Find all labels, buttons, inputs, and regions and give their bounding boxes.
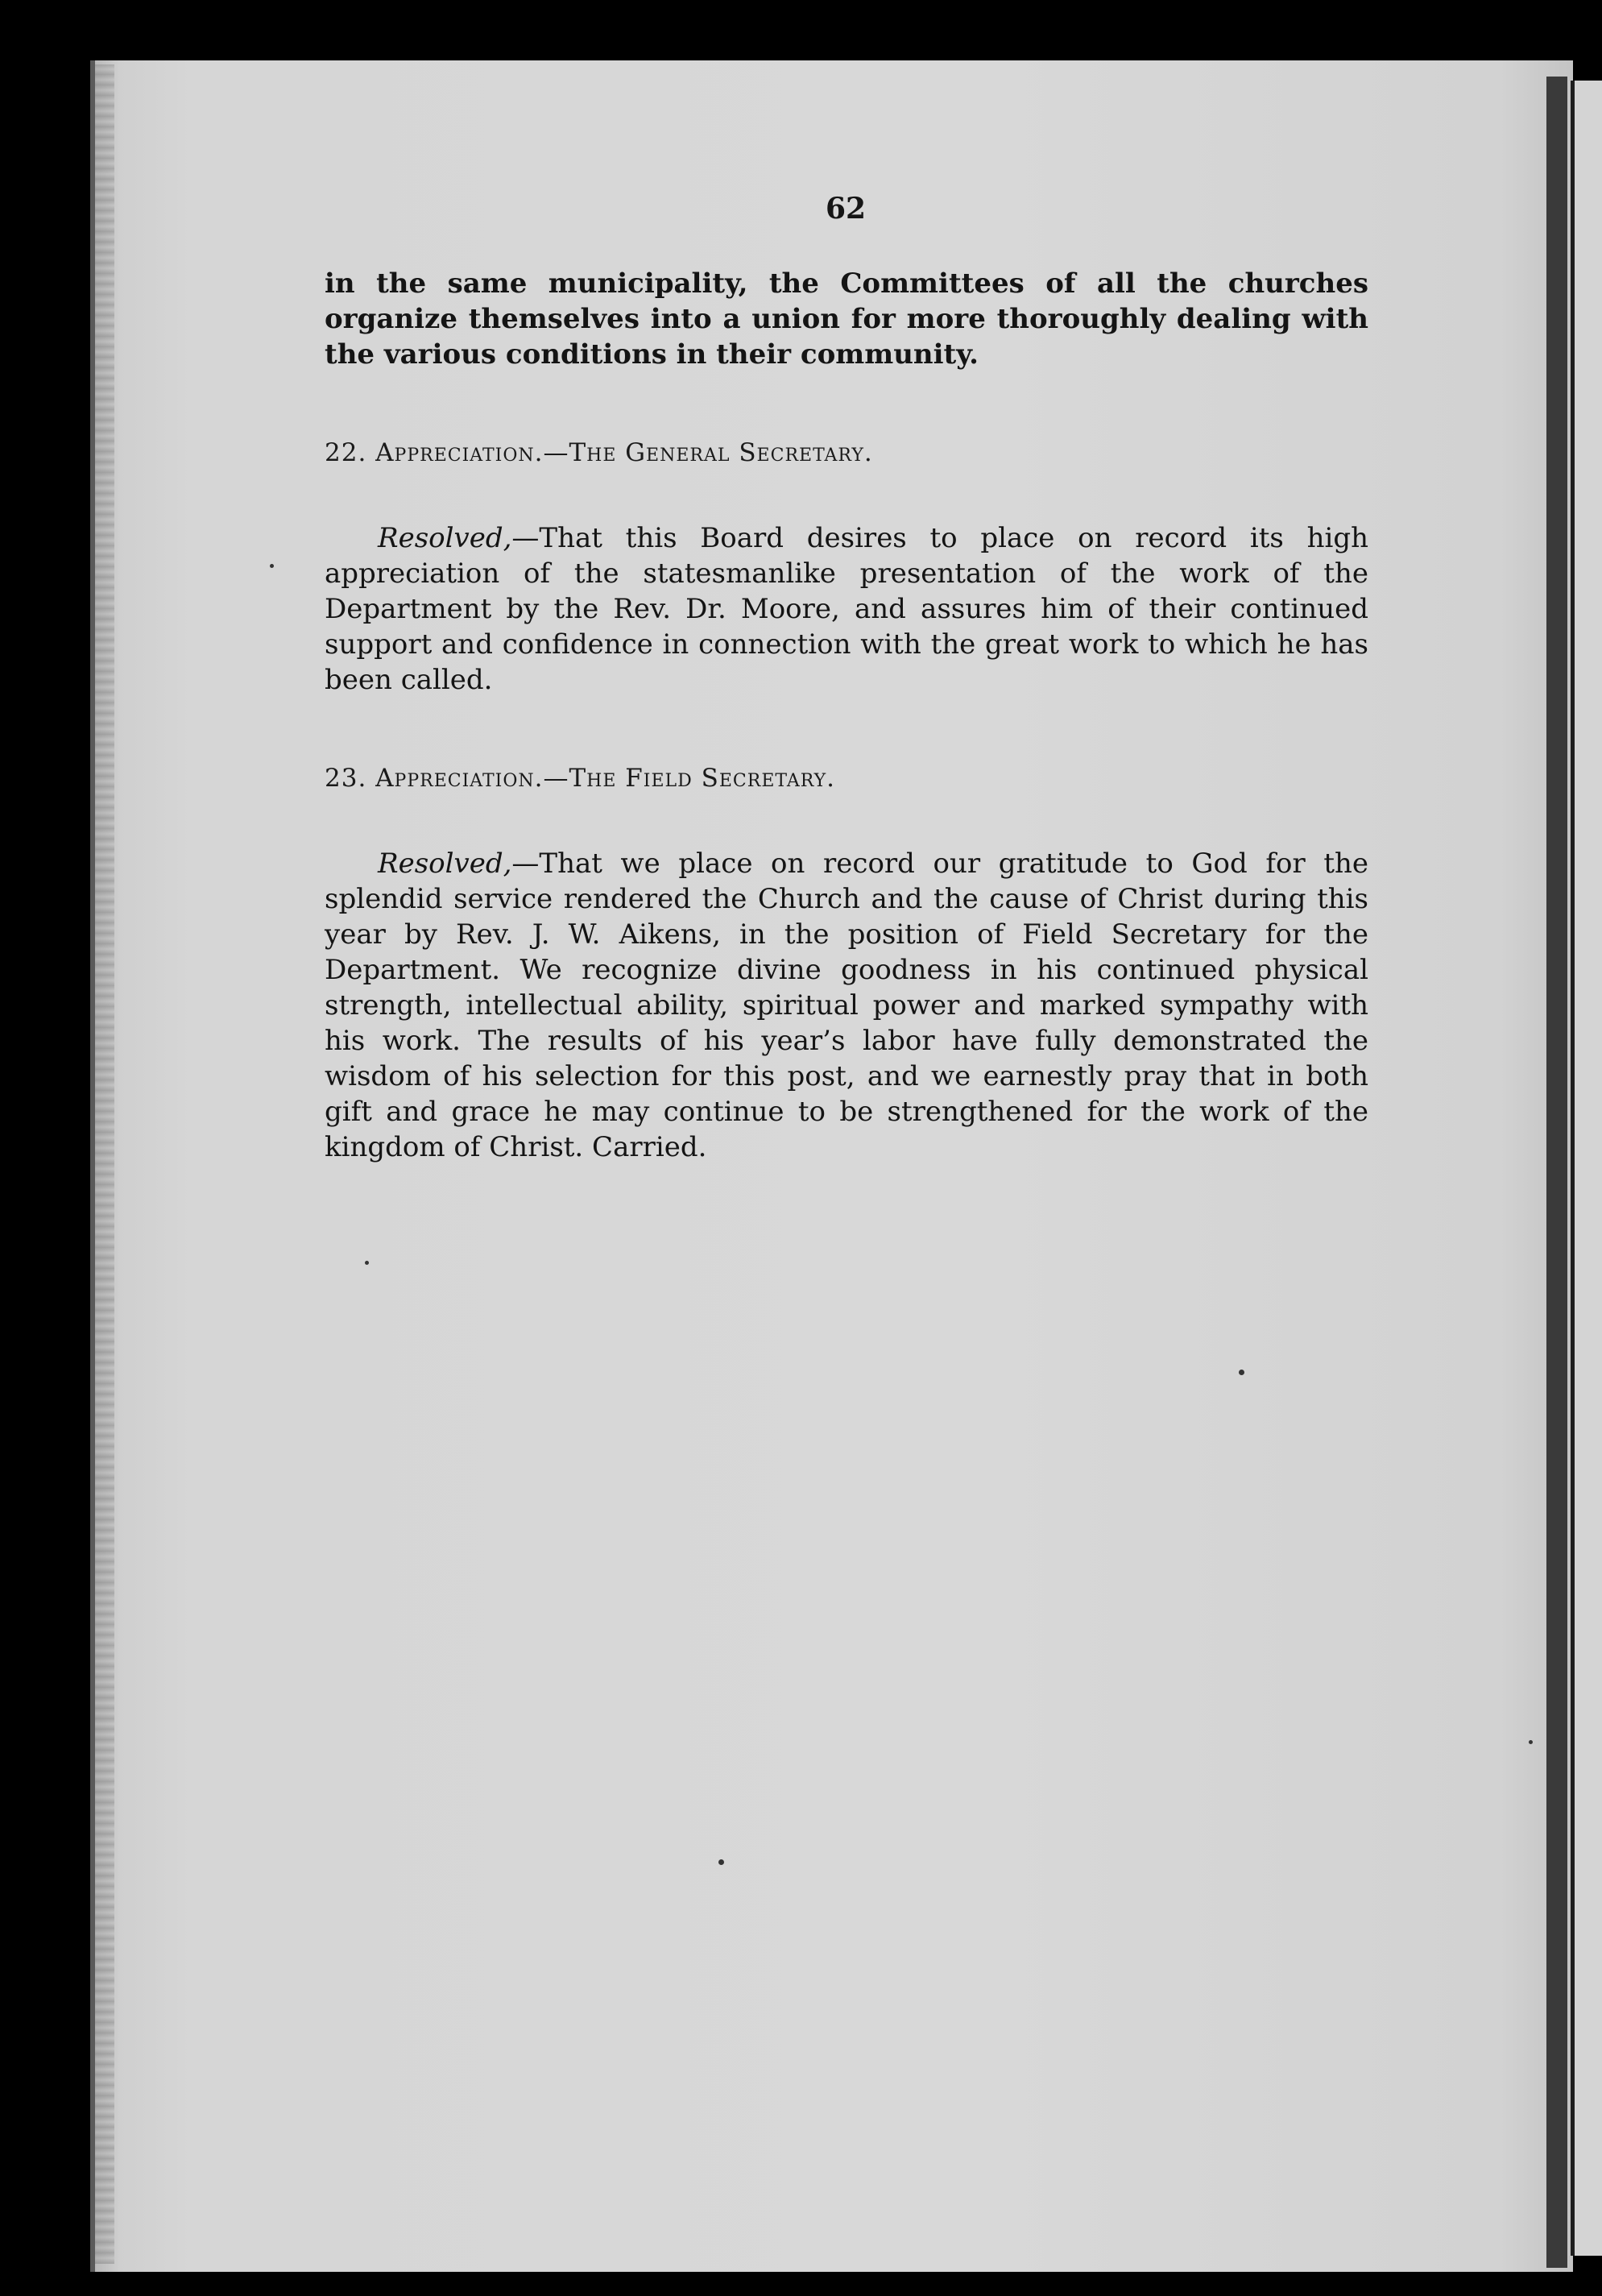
section-title-23: Appreciation.—The Field Secretary. [375,764,836,793]
resolved-word-23: Resolved, [378,848,512,880]
ink-speck [1529,1740,1533,1744]
page-edge-shadow [1546,77,1567,2268]
ink-speck [270,564,274,568]
ink-speck [1239,1370,1244,1375]
resolution-text-23: —That we place on record our gratitude to God for the splendid service rendered the Church and the cause of Christ during this year by Rev. J. W. Aikens, in the position of Field Secretary for the Department. We recognize divine goodness in his continued physical strength, intellectual ability, spiritual power and marked sympathy with his work. The results of his year’s labor have fully demonstrated the wisdom of his selection for this post, and we earnestly pray that in both gift and grace he may continue to be strengthened for the work of the kingdom of Christ. Carried. [325,848,1368,1163]
resolution-paragraph-22 [325,520,1368,698]
resolution-paragraph-23 [325,846,1368,1165]
binding-shadow [95,64,114,2264]
ink-speck [718,1859,724,1865]
page-body [325,266,1368,1165]
resolved-word-22: Resolved, [378,522,512,554]
resolution-text-22: —That this Board desires to place on record its high appreciation of the statesmanlike presentation of the work of the Department by the Rev. Dr. Moore, and assures him of their continued support and confidence in connection with the great work to which he has been called. [325,522,1368,696]
section-number-22: 22. [325,438,367,467]
section-heading-23 [325,760,1368,796]
section-title-22: Appreciation.—The General Secretary. [375,438,873,467]
continued-paragraph: in the same municipality, the Committees of all the churches organize themselves into a union for more thoroughly dealing with the various conditions in their community. [325,267,1368,371]
section-heading-22 [325,435,1368,470]
section-number-23: 23. [325,764,367,793]
adjacent-page-sliver [1571,81,1602,2256]
ink-speck [365,1261,369,1265]
page-number: 62 [825,192,867,226]
